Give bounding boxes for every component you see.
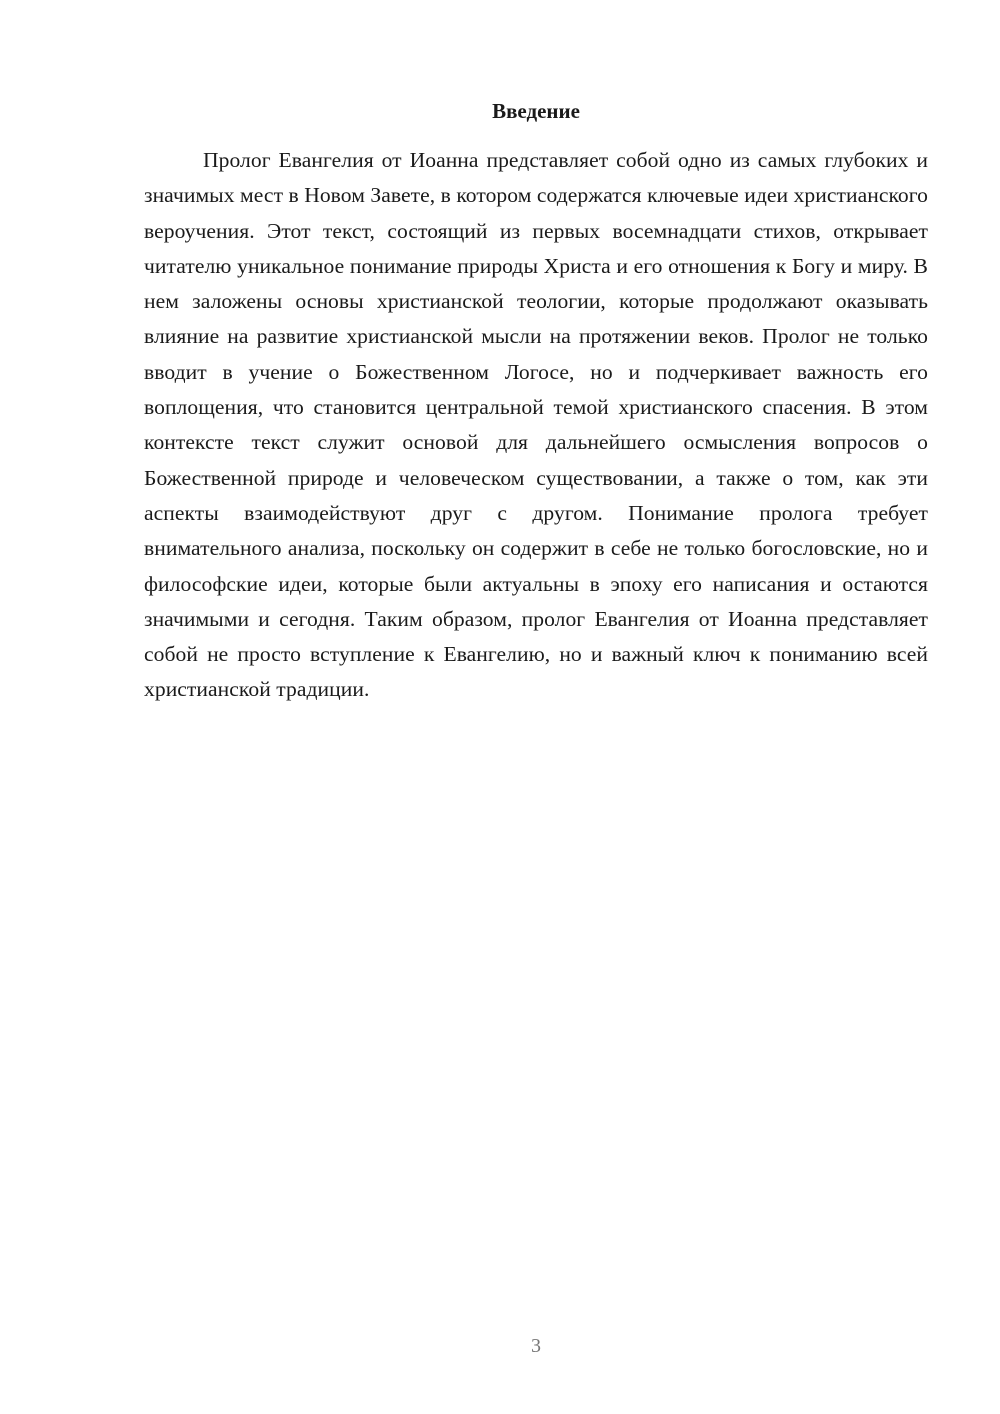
body-paragraph: Пролог Евангелия от Иоанна представляет собой одно из самых глубоких и значимых мест в Новом Завете, в котором содержатся ключевые идеи христианского вероучения. Этот текст, состоящий из первых восемнадцати стихов, открывает читателю уникальное понимание природы Христа и его отношения к Богу и миру. В нем заложены основы христианской теологии, которые продолжают оказывать влияние на развитие христианской мысли на протяжении веков. Пролог не только вводит в учение о Божественном Логосе, но и подчеркивает важность его воплощения, что становится центральной темой христианского спасения. В этом контексте текст служит основой для дальнейшего осмысления вопросов о Божественной природе и человеческом существовании, а также о том, как эти аспекты взаимодействуют друг с другом. Понимание пролога требует внимательного анализа, поскольку он содержит в себе не только богословские, но и философские идеи, которые были актуальны в эпоху его написания и остаются значимыми и сегодня. Таким образом, пролог Евангелия от Иоанна представляет собой не просто вступление к Евангелию, но и важный ключ к пониманию всей христианской традиции. [144, 148, 928, 702]
section-heading: Введение [492, 99, 580, 123]
page-number: 3 [531, 1335, 541, 1357]
